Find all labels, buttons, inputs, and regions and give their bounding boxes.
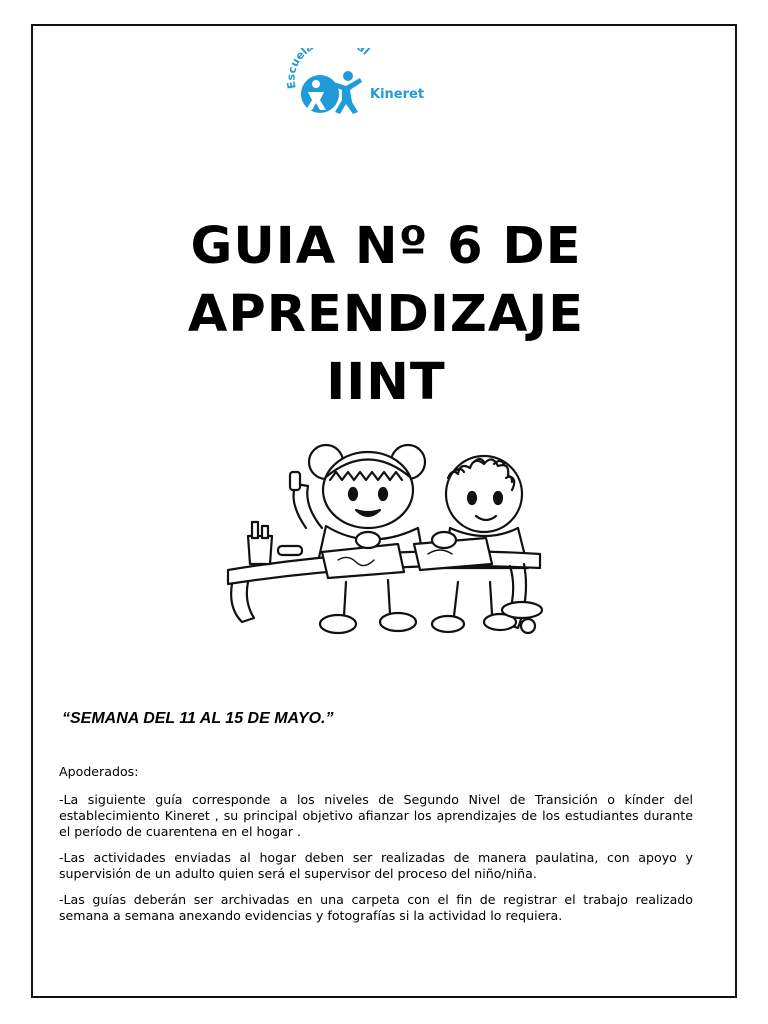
title-line-2: APRENDIZAJE xyxy=(187,285,585,344)
title-line-3: IINT xyxy=(326,353,446,412)
week-heading: “SEMANA DEL 11 AL 15 DE MAYO.” xyxy=(62,710,334,727)
paragraph-1: -La siguiente guía corresponde a los niveles de Segundo Nivel de Transición o kínder del establecimiento Kineret , su principal objetivo afianzar los aprendizajes de los estudiantes durante el período de cuarentena en el hogar . xyxy=(59,792,693,839)
guide-title xyxy=(60,213,712,417)
title-line-1: GUIA Nº 6 DE xyxy=(190,217,582,276)
body-text xyxy=(59,764,693,934)
paragraph-3: -Las guías deberán ser archivadas en una carpeta con el fin de registrar el trabajo realizado semana a semana anexando evidencias y fotografías si la actividad lo requiera. xyxy=(59,892,693,923)
children-coloring-at-table-illustration xyxy=(218,432,550,640)
paragraph-2: -Las actividades enviadas al hogar deben ser realizadas de manera paulatina, con apoyo y supervisión de un adulto quien será el supervisor del proceso del niño/niña. xyxy=(59,850,693,881)
logo-name: Kineret xyxy=(370,87,425,102)
logo-arc-text: Escuel l xyxy=(284,48,372,90)
school-logo xyxy=(282,48,442,122)
greeting: Apoderados: xyxy=(59,764,139,779)
